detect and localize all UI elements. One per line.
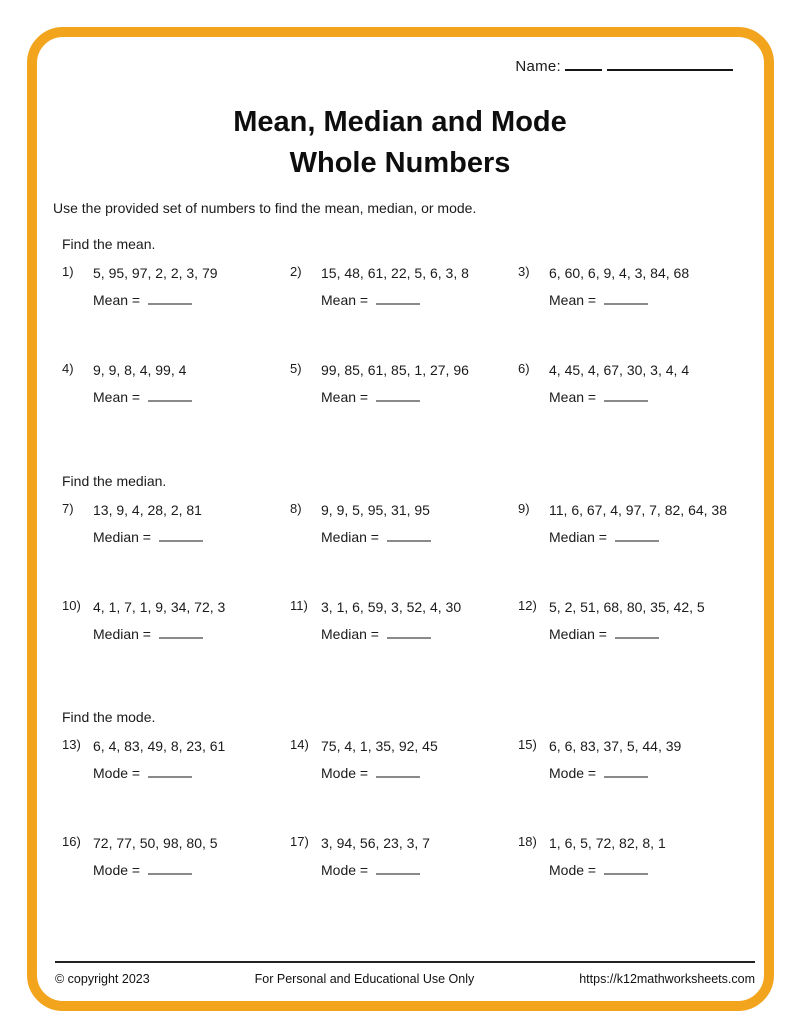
problem-number: 18) — [518, 834, 537, 849]
name-blank-short[interactable] — [565, 56, 602, 71]
answer-blank[interactable] — [376, 387, 420, 402]
problems-grid-mode — [62, 738, 800, 880]
problem-number: 11) — [290, 598, 308, 613]
problem-number: 9) — [518, 501, 530, 516]
problem-number: 16) — [62, 834, 81, 849]
answer-blank[interactable] — [159, 527, 203, 542]
number-set: 3, 94, 56, 23, 3, 7 — [321, 835, 430, 851]
name-blank-long[interactable] — [607, 56, 733, 71]
problem-number: 4) — [62, 361, 74, 376]
problem-number: 12) — [518, 598, 537, 613]
number-set: 13, 9, 4, 28, 2, 81 — [93, 502, 202, 518]
footer — [55, 961, 755, 986]
problem-number: 8) — [290, 501, 302, 516]
answer-label: Median = — [549, 529, 607, 545]
answer-label: Median = — [321, 529, 379, 545]
page-title — [0, 102, 800, 184]
problem-8 — [290, 502, 518, 547]
answer-blank[interactable] — [376, 763, 420, 778]
problem-13 — [62, 738, 290, 783]
answer-blank[interactable] — [604, 763, 648, 778]
answer-label: Mode = — [93, 862, 141, 878]
number-set: 5, 95, 97, 2, 2, 3, 79 — [93, 265, 218, 281]
page-title-line2: Whole Numbers — [289, 147, 511, 179]
problem-9 — [518, 502, 800, 547]
problem-number: 13) — [62, 737, 81, 752]
problem-10 — [62, 599, 290, 644]
section-median — [62, 473, 800, 644]
problem-number: 14) — [290, 737, 309, 752]
answer-label: Mean = — [93, 389, 141, 405]
footer-usage: For Personal and Educational Use Only — [254, 972, 475, 986]
section-heading-mode: Find the mode. — [62, 709, 156, 725]
number-set: 15, 48, 61, 22, 5, 6, 3, 8 — [321, 265, 469, 281]
answer-blank[interactable] — [148, 290, 192, 305]
answer-label: Median = — [93, 529, 151, 545]
problem-number: 10) — [62, 598, 81, 613]
answer-label: Median = — [321, 626, 379, 642]
answer-label: Mode = — [321, 765, 369, 781]
answer-label: Mean = — [321, 389, 369, 405]
footer-copyright: © copyright 2023 — [55, 972, 150, 986]
sections — [62, 236, 800, 880]
answer-label: Mean = — [549, 292, 597, 308]
problem-1 — [62, 265, 290, 310]
number-set: 1, 6, 5, 72, 82, 8, 1 — [549, 835, 666, 851]
instruction-text: Use the provided set of numbers to find the mean, median, or mode. — [53, 200, 477, 216]
problem-number: 2) — [290, 264, 302, 279]
problem-16 — [62, 835, 290, 880]
problem-6 — [518, 362, 800, 407]
problem-number: 1) — [62, 264, 74, 279]
problem-4 — [62, 362, 290, 407]
answer-blank[interactable] — [615, 624, 659, 639]
problem-number: 15) — [518, 737, 537, 752]
answer-blank[interactable] — [376, 860, 420, 875]
answer-label: Mode = — [549, 765, 597, 781]
answer-blank[interactable] — [604, 387, 648, 402]
answer-blank[interactable] — [604, 290, 648, 305]
answer-blank[interactable] — [376, 290, 420, 305]
page-title-line1: Mean, Median and Mode — [233, 106, 567, 138]
problem-18 — [518, 835, 800, 880]
section-heading-median: Find the median. — [62, 473, 167, 489]
answer-blank[interactable] — [387, 624, 431, 639]
answer-blank[interactable] — [159, 624, 203, 639]
number-set: 4, 1, 7, 1, 9, 34, 72, 3 — [93, 599, 226, 615]
problems-grid-mean — [62, 265, 800, 407]
problem-5 — [290, 362, 518, 407]
problem-number: 7) — [62, 501, 74, 516]
number-set: 5, 2, 51, 68, 80, 35, 42, 5 — [549, 599, 705, 615]
number-set: 99, 85, 61, 85, 1, 27, 96 — [321, 362, 469, 378]
answer-blank[interactable] — [387, 527, 431, 542]
name-row — [0, 0, 800, 76]
number-set: 4, 45, 4, 67, 30, 3, 4, 4 — [549, 362, 690, 378]
number-set: 9, 9, 5, 95, 31, 95 — [321, 502, 430, 518]
problem-number: 6) — [518, 361, 530, 376]
number-set: 72, 77, 50, 98, 80, 5 — [93, 835, 218, 851]
answer-label: Mean = — [93, 292, 141, 308]
answer-blank[interactable] — [615, 527, 659, 542]
problem-3 — [518, 265, 800, 310]
answer-label: Median = — [549, 626, 607, 642]
answer-label: Median = — [93, 626, 151, 642]
number-set: 6, 4, 83, 49, 8, 23, 61 — [93, 738, 226, 754]
problem-17 — [290, 835, 518, 880]
number-set: 3, 1, 6, 59, 3, 52, 4, 30 — [321, 599, 462, 615]
problem-12 — [518, 599, 800, 644]
problem-7 — [62, 502, 290, 547]
answer-label: Mode = — [321, 862, 369, 878]
problem-number: 3) — [518, 264, 530, 279]
answer-blank[interactable] — [604, 860, 648, 875]
name-label: Name: — [515, 58, 561, 75]
number-set: 6, 60, 6, 9, 4, 3, 84, 68 — [549, 265, 690, 281]
problems-grid-median — [62, 502, 800, 644]
answer-label: Mode = — [549, 862, 597, 878]
answer-blank[interactable] — [148, 860, 192, 875]
footer-url[interactable]: https://k12mathworksheets.com — [579, 972, 755, 986]
section-mode — [62, 709, 800, 880]
answer-blank[interactable] — [148, 763, 192, 778]
problem-number: 5) — [290, 361, 302, 376]
number-set: 6, 6, 83, 37, 5, 44, 39 — [549, 738, 682, 754]
problem-number: 17) — [290, 834, 309, 849]
number-set: 75, 4, 1, 35, 92, 45 — [321, 738, 438, 754]
problem-15 — [518, 738, 800, 783]
number-set: 9, 9, 8, 4, 99, 4 — [93, 362, 187, 378]
problem-14 — [290, 738, 518, 783]
section-heading-mean: Find the mean. — [62, 236, 156, 252]
section-mean — [62, 236, 800, 407]
answer-label: Mode = — [93, 765, 141, 781]
problem-2 — [290, 265, 518, 310]
answer-label: Mean = — [549, 389, 597, 405]
number-set: 11, 6, 67, 4, 97, 7, 82, 64, 38 — [549, 502, 727, 518]
answer-blank[interactable] — [148, 387, 192, 402]
problem-11 — [290, 599, 518, 644]
answer-label: Mean = — [321, 292, 369, 308]
